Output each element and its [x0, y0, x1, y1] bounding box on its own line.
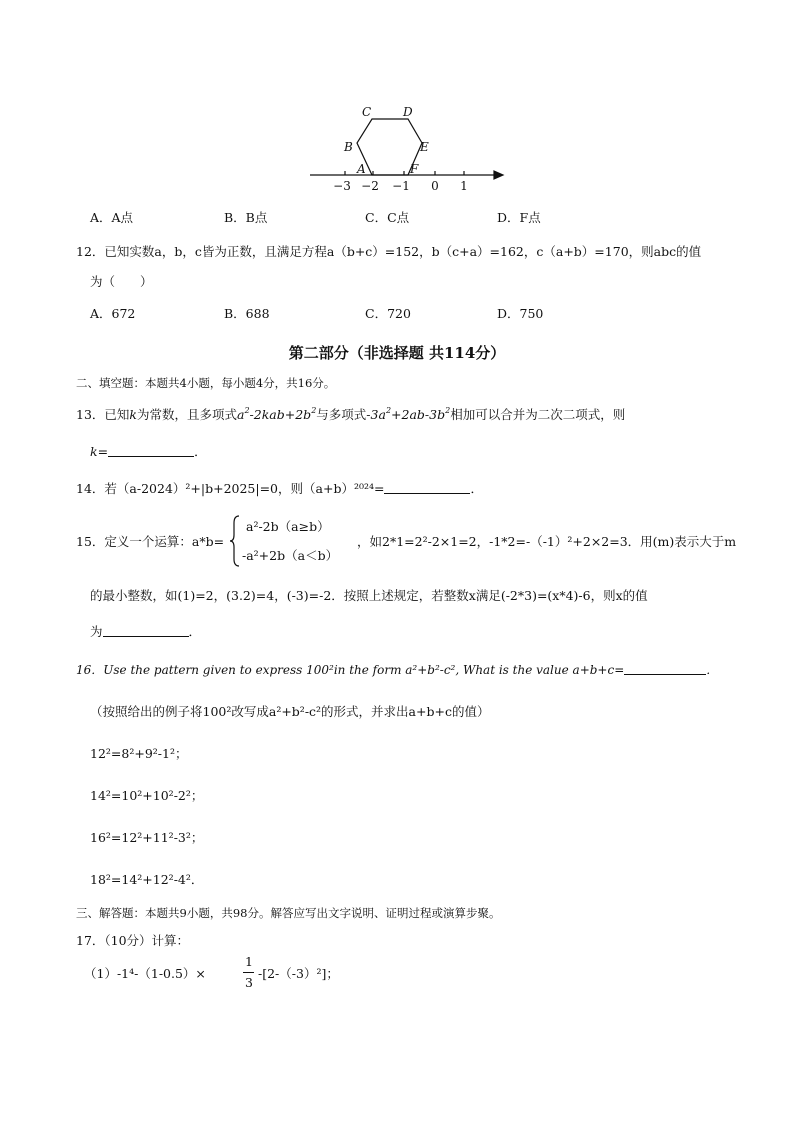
q17-part1-left: （1）-1⁴-（1-0.5）× [84, 966, 206, 981]
q11-option-d: D．F点 [497, 210, 541, 225]
q12-option-c: C．720 [365, 306, 411, 321]
tick-label: 0 [431, 179, 439, 193]
q12-stem-line1: 12．已知实数a，b，c皆为正数，且满足方程a（b+c）=152，b（c+a）=162，c（a+b）=170，则abc的值 [76, 244, 702, 259]
q14-stem: 14．若（a-2024）²+|b+2025|=0，则（a+b）²⁰²⁴= ． [76, 481, 483, 496]
q12-option-d: D．750 [497, 306, 544, 321]
tick-label: −3 [333, 179, 351, 193]
q12-stem-line2: 为（ ） [90, 274, 153, 289]
vertex-label-b: B [344, 140, 353, 154]
q16-note: （按照给出的例子将100²改写成a²+b²-c²的形式，并求出a+b+c的值） [90, 704, 490, 719]
q11-option-b: B．B点 [224, 210, 268, 225]
q15-line2: 的最小整数，如(1)=2，(3.2)=4，(-3)=-2．按照上述规定，若整数x满足(-2*3)=(x*4)-6，则x的值 [90, 588, 648, 603]
q13-answer-blank[interactable] [108, 445, 194, 457]
q17-fraction-bar [243, 972, 254, 973]
q15-case1: a²-2b（a≥b） [246, 519, 330, 534]
q12-option-b: B．688 [224, 306, 270, 321]
tick-label: −2 [361, 179, 379, 193]
tick-label: 1 [460, 179, 468, 193]
q15-brace [229, 515, 241, 567]
q16-example: 18²=14²+12²-4²． [90, 872, 204, 887]
q16-example: 14²=10²+10²-2²； [90, 788, 204, 803]
q11-option-c: C．C点 [365, 210, 410, 225]
number-line-arrow [494, 171, 503, 179]
q13-stem: 13．已知k为常数，且多项式$a^2-2kab+2b^2$与多项式$-3a^2+2ab-3b^2$相加可以合并为二次二项式，则 [76, 406, 626, 422]
vertex-label-c: C [362, 105, 372, 119]
q17-heading: 17．（10分）计算： [76, 933, 190, 948]
vertex-label-e: E [420, 140, 429, 154]
q14-answer-blank[interactable] [384, 482, 470, 494]
q16-example: 16²=12²+11²-3²； [90, 830, 204, 845]
hexagon-numberline-figure [0, 95, 794, 295]
q16-example: 12²=8²+9²-1²； [90, 746, 188, 761]
q16-stem: 16．Use the pattern given to express 100²in the form a²+b²-c², What is the value a+b+c= ． [76, 663, 719, 677]
q16-answer-blank[interactable] [624, 663, 706, 675]
q15-label: 15．定义一个运算：a*b= [76, 534, 225, 549]
q17-fraction-numerator: 1 [245, 954, 253, 969]
section2-heading: 二、填空题：本题共4小题，每小题4分，共16分。 [76, 376, 336, 390]
q17-part1-right: -[2-（-3）²]； [258, 966, 339, 981]
q15-line3: 为 ． [90, 624, 202, 639]
vertex-label-f: F [410, 162, 419, 176]
section3-heading: 三、解答题：本题共9小题，共98分。解答应写出文字说明、证明过程或演算步聚。 [76, 906, 501, 920]
q11-option-a: A．A点 [90, 210, 134, 225]
q17-fraction-denominator: 3 [245, 975, 253, 990]
q12-option-a: A．672 [90, 306, 136, 321]
q13-answer-line: k= ． [90, 444, 207, 459]
q15-case2: -a²+2b（a＜b） [242, 548, 339, 563]
tick-label: −1 [392, 179, 410, 193]
q15-answer-blank[interactable] [103, 625, 189, 637]
vertex-label-d: D [403, 105, 413, 119]
q15-after: ，如2*1=2²-2×1=2，-1*2=-（-1）²+2×2=3．用(m)表示大于m [357, 534, 737, 549]
part2-title: 第二部分（非选择题 共114分） [288, 344, 506, 362]
vertex-label-a: A [357, 162, 366, 176]
